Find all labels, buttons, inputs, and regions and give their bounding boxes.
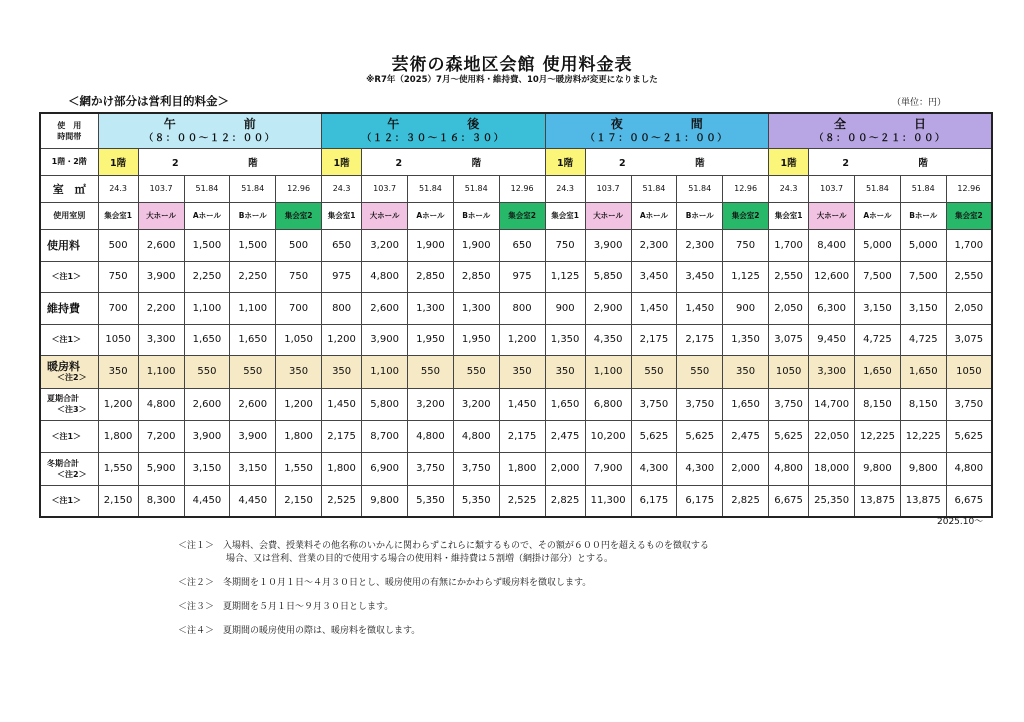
row-label-main: 暖房料	[47, 359, 80, 373]
fee-cell: 1,100	[230, 292, 276, 324]
fee-cell: 3,450	[677, 261, 723, 292]
row-label-main: 夏期合計	[47, 394, 79, 403]
room-cell: 集会室2	[276, 202, 322, 229]
fee-cell: 6,675	[769, 485, 809, 517]
fee-cell: 2,175	[322, 420, 362, 452]
fee-cell: 14,700	[809, 388, 855, 420]
fee-cell: 4,800	[362, 261, 408, 292]
floor-1-cell: 1階	[322, 148, 362, 175]
fee-cell: 350	[276, 355, 322, 388]
room-cell: Aホール	[631, 202, 677, 229]
fee-cell: 1,100	[362, 355, 408, 388]
fee-cell: 1,900	[453, 229, 499, 261]
fee-cell: 350	[723, 355, 769, 388]
fee-cell: 4,725	[855, 324, 901, 355]
fee-cell: 2,475	[723, 420, 769, 452]
fee-cell: 8,300	[138, 485, 184, 517]
area-cell: 12.96	[723, 175, 769, 202]
room-cell: 集会室2	[723, 202, 769, 229]
fee-cell: 650	[322, 229, 362, 261]
fee-cell: 750	[276, 261, 322, 292]
fee-cell: 2,175	[499, 420, 545, 452]
fee-cell: 3,900	[138, 261, 184, 292]
fee-cell: 975	[499, 261, 545, 292]
area-cell: 103.7	[138, 175, 184, 202]
fee-cell: 1,125	[545, 261, 585, 292]
fee-cell: 22,050	[809, 420, 855, 452]
period-name: 全 日	[834, 116, 955, 131]
fee-cell: 1,450	[677, 292, 723, 324]
room-cell: 集会室1	[769, 202, 809, 229]
fee-cell: 3,900	[184, 420, 230, 452]
shaded-note: ＜網かけ部分は営利目的料金＞	[68, 94, 229, 108]
table-row	[40, 388, 992, 420]
fee-cell: 4,725	[900, 324, 946, 355]
fee-cell: 6,675	[946, 485, 992, 517]
fee-cell: 12,225	[855, 420, 901, 452]
fee-cell: 550	[184, 355, 230, 388]
fee-cell: 4,800	[453, 420, 499, 452]
fee-cell: 3,075	[946, 324, 992, 355]
fee-cell: 8,150	[900, 388, 946, 420]
room-cell: 大ホール	[809, 202, 855, 229]
floor-2-cell: 2 階	[138, 148, 321, 175]
fee-cell: 350	[499, 355, 545, 388]
fee-cell: 2,550	[946, 261, 992, 292]
table-row	[40, 229, 992, 261]
fee-cell: 900	[723, 292, 769, 324]
row-label	[40, 229, 98, 261]
room-cell: 大ホール	[362, 202, 408, 229]
floor-1-cell: 1階	[769, 148, 809, 175]
fee-cell: 1,100	[138, 355, 184, 388]
room-cell: Bホール	[900, 202, 946, 229]
fee-cell: 500	[276, 229, 322, 261]
floor-2-cell: 2 階	[809, 148, 992, 175]
fee-cell: 7,500	[855, 261, 901, 292]
fee-cell: 900	[545, 292, 585, 324]
fee-cell: 9,450	[809, 324, 855, 355]
time-slot-label	[40, 113, 98, 148]
fee-cell: 4,800	[408, 420, 454, 452]
fee-cell: 800	[499, 292, 545, 324]
area-cell: 103.7	[585, 175, 631, 202]
page-title: 芸術の森地区会館 使用料金表	[391, 55, 633, 75]
fee-cell: 500	[98, 229, 138, 261]
fee-cell: 5,625	[677, 420, 723, 452]
area-cell: 12.96	[946, 175, 992, 202]
fee-cell: 3,750	[677, 388, 723, 420]
effective-date: 2025.10～	[937, 517, 984, 527]
time-slot-label-line: 時間帯	[57, 131, 82, 141]
fee-cell: 9,800	[362, 485, 408, 517]
fee-cell: 1050	[769, 355, 809, 388]
fee-cell: 3,150	[855, 292, 901, 324]
row-label-main: 使用料	[47, 239, 80, 252]
fee-cell: 12,600	[809, 261, 855, 292]
fee-cell: 1,800	[98, 420, 138, 452]
area-cell: 103.7	[809, 175, 855, 202]
area-cell: 24.3	[322, 175, 362, 202]
fee-cell: 2,150	[276, 485, 322, 517]
room-cell: Bホール	[677, 202, 723, 229]
fee-cell: 3,750	[769, 388, 809, 420]
fee-cell: 550	[631, 355, 677, 388]
room-cell: 大ホール	[585, 202, 631, 229]
fee-cell: 4,300	[677, 452, 723, 485]
fee-cell: 2,850	[408, 261, 454, 292]
fee-cell: 6,175	[677, 485, 723, 517]
fee-cell: 4,450	[184, 485, 230, 517]
fee-cell: 1,350	[545, 324, 585, 355]
fee-cell: 5,000	[900, 229, 946, 261]
fee-cell: 1,700	[769, 229, 809, 261]
row-label	[40, 292, 98, 324]
fee-cell: 2,900	[585, 292, 631, 324]
fee-cell: 1,100	[585, 355, 631, 388]
fee-cell: 750	[723, 229, 769, 261]
note-continuation: 場合、又は営利、営業の目的で使用する場合の使用料・維持費は５割増（網掛け部分）とする。	[226, 554, 614, 564]
fee-cell: 3,150	[230, 452, 276, 485]
fee-cell: 1,300	[408, 292, 454, 324]
fee-cell: 2,000	[545, 452, 585, 485]
fee-cell: 8,150	[855, 388, 901, 420]
fee-cell: 1,300	[453, 292, 499, 324]
fee-cell: 9,800	[900, 452, 946, 485]
table-row	[40, 452, 992, 485]
fee-cell: 5,625	[769, 420, 809, 452]
fee-cell: 1,650	[723, 388, 769, 420]
area-cell: 24.3	[769, 175, 809, 202]
fee-cell: 1,650	[855, 355, 901, 388]
room-cell: 集会室2	[499, 202, 545, 229]
fee-cell: 2,200	[138, 292, 184, 324]
fee-cell: 3,900	[585, 229, 631, 261]
fee-cell: 3,750	[453, 452, 499, 485]
row-label-note: ＜注2＞	[57, 469, 87, 479]
fee-cell: 2,175	[677, 324, 723, 355]
fee-cell: 1050	[946, 355, 992, 388]
fee-cell: 3,300	[809, 355, 855, 388]
fee-cell: 1,800	[322, 452, 362, 485]
table-row	[40, 292, 992, 324]
fee-cell: 2,000	[723, 452, 769, 485]
fee-cell: 2,600	[184, 388, 230, 420]
table-row	[40, 485, 992, 517]
fee-cell: 2,825	[723, 485, 769, 517]
fee-cell: 1,200	[276, 388, 322, 420]
room-cell: Aホール	[184, 202, 230, 229]
fee-cell: 2,250	[230, 261, 276, 292]
fee-cell: 550	[677, 355, 723, 388]
area-cell: 12.96	[276, 175, 322, 202]
area-cell: 51.84	[855, 175, 901, 202]
period-time: （８：００～２１：００）	[814, 132, 947, 144]
fee-cell: 3,200	[453, 388, 499, 420]
fee-cell: 1,550	[276, 452, 322, 485]
fee-cell: 1,550	[98, 452, 138, 485]
fee-cell: 7,200	[138, 420, 184, 452]
fee-cell: 2,050	[946, 292, 992, 324]
table-row	[40, 261, 992, 292]
fee-cell: 2,300	[677, 229, 723, 261]
table-row	[40, 420, 992, 452]
note-3	[178, 601, 709, 614]
area-cell: 24.3	[545, 175, 585, 202]
fee-cell: 1,050	[276, 324, 322, 355]
area-cell: 51.84	[631, 175, 677, 202]
row-label-main: ＜注1＞	[51, 431, 82, 441]
fee-cell: 1,650	[900, 355, 946, 388]
period-header-night	[545, 113, 769, 148]
row-label	[40, 324, 98, 355]
note-text: ＜注３＞ 夏期間を５月１日～９月３０日とします。	[178, 602, 394, 612]
fee-cell: 18,000	[809, 452, 855, 485]
fee-cell: 2,600	[230, 388, 276, 420]
row-label	[40, 420, 98, 452]
floor-1-cell: 1階	[545, 148, 585, 175]
fee-cell: 3,750	[408, 452, 454, 485]
fee-cell: 6,900	[362, 452, 408, 485]
area-cell: 103.7	[362, 175, 408, 202]
fee-cell: 1,700	[946, 229, 992, 261]
period-time: （１２：３０～１６：３０）	[361, 132, 505, 144]
fee-cell: 1,650	[184, 324, 230, 355]
fee-cell: 8,700	[362, 420, 408, 452]
fee-cell: 1050	[98, 324, 138, 355]
room-cell: 大ホール	[138, 202, 184, 229]
fee-cell: 7,900	[585, 452, 631, 485]
period-time: （８：００～１２：００）	[143, 132, 276, 144]
fee-cell: 700	[98, 292, 138, 324]
fee-cell: 1,500	[184, 229, 230, 261]
fee-cell: 1,650	[230, 324, 276, 355]
area-cell: 51.84	[230, 175, 276, 202]
row-label-note: ＜注2＞	[57, 372, 87, 382]
floor-2-cell: 2 階	[362, 148, 545, 175]
fee-cell: 2,600	[138, 229, 184, 261]
fee-cell: 3,200	[362, 229, 408, 261]
fee-cell: 1,100	[184, 292, 230, 324]
fee-cell: 1,450	[322, 388, 362, 420]
fee-cell: 6,300	[809, 292, 855, 324]
table-row	[40, 355, 992, 388]
fee-cell: 5,625	[631, 420, 677, 452]
fee-cell: 350	[322, 355, 362, 388]
fee-cell: 3,750	[946, 388, 992, 420]
period-header-allday	[769, 113, 993, 148]
fee-cell: 3,900	[362, 324, 408, 355]
period-time: （１７：００～２１：００）	[585, 132, 729, 144]
fee-cell: 1,350	[723, 324, 769, 355]
fee-cell: 2,175	[631, 324, 677, 355]
fee-cell: 3,750	[631, 388, 677, 420]
fee-cell: 650	[499, 229, 545, 261]
area-cell: 24.3	[98, 175, 138, 202]
period-name: 夜 間	[610, 116, 731, 131]
fee-cell: 1,125	[723, 261, 769, 292]
fee-cell: 3,450	[631, 261, 677, 292]
row-label-note: ＜注3＞	[57, 405, 87, 414]
fee-cell: 13,875	[855, 485, 901, 517]
fee-cell: 9,800	[855, 452, 901, 485]
area-cell: 51.84	[453, 175, 499, 202]
fee-cell: 2,150	[98, 485, 138, 517]
notes-section	[178, 540, 709, 649]
fee-cell: 2,600	[362, 292, 408, 324]
fee-cell: 4,450	[230, 485, 276, 517]
fee-cell: 5,850	[585, 261, 631, 292]
fee-cell: 5,350	[453, 485, 499, 517]
fee-cell: 800	[322, 292, 362, 324]
fee-cell: 1,650	[545, 388, 585, 420]
period-name: 午 後	[387, 116, 508, 131]
area-cell: 12.96	[499, 175, 545, 202]
fee-cell: 6,800	[585, 388, 631, 420]
fee-cell: 750	[98, 261, 138, 292]
row-label	[40, 452, 98, 485]
fee-cell: 5,350	[408, 485, 454, 517]
fee-cell: 13,875	[900, 485, 946, 517]
fee-cell: 5,625	[946, 420, 992, 452]
fee-cell: 1,450	[631, 292, 677, 324]
fee-table	[39, 112, 993, 518]
fee-cell: 5,800	[362, 388, 408, 420]
floor-label: 1階・2階	[40, 148, 98, 175]
fee-cell: 550	[453, 355, 499, 388]
fee-cell: 3,900	[230, 420, 276, 452]
period-name: 午 前	[163, 116, 284, 131]
fee-cell: 2,850	[453, 261, 499, 292]
time-slot-label-line: 使 用	[57, 120, 82, 130]
fee-cell: 550	[408, 355, 454, 388]
note-text: ＜注４＞ 夏期間の暖房使用の際は、暖房料を徴収します。	[178, 626, 421, 636]
fee-cell: 3,150	[900, 292, 946, 324]
room-cell: 集会室1	[322, 202, 362, 229]
fee-cell: 3,075	[769, 324, 809, 355]
fee-cell: 1,200	[98, 388, 138, 420]
row-label-main: 維持費	[47, 302, 80, 315]
fee-cell: 1,200	[322, 324, 362, 355]
fee-cell: 3,200	[408, 388, 454, 420]
fee-cell: 700	[276, 292, 322, 324]
fee-cell: 1,900	[408, 229, 454, 261]
area-cell: 51.84	[184, 175, 230, 202]
fee-cell: 6,175	[631, 485, 677, 517]
fee-cell: 2,050	[769, 292, 809, 324]
room-cell: Bホール	[453, 202, 499, 229]
fee-cell: 1,950	[408, 324, 454, 355]
page-subtitle: ※R7年（2025）7月～使用料・維持費、10月～暖房料が変更になりました	[366, 75, 658, 85]
fee-cell: 2,525	[499, 485, 545, 517]
fee-cell: 25,350	[809, 485, 855, 517]
fee-cell: 4,800	[769, 452, 809, 485]
fee-cell: 1,500	[230, 229, 276, 261]
note-4	[178, 625, 709, 638]
fee-cell: 4,800	[946, 452, 992, 485]
row-label-main: ＜注1＞	[51, 272, 82, 281]
row-label	[40, 388, 98, 420]
fee-cell: 4,300	[631, 452, 677, 485]
area-cell: 51.84	[677, 175, 723, 202]
fee-cell: 1,200	[499, 324, 545, 355]
room-cell: 集会室1	[545, 202, 585, 229]
row-label-main: 冬期合計	[47, 458, 79, 468]
fee-cell: 2,825	[545, 485, 585, 517]
period-header-am	[98, 113, 322, 148]
fee-cell: 1,450	[499, 388, 545, 420]
room-cell: Aホール	[408, 202, 454, 229]
area-label: 室 ㎡	[40, 175, 98, 202]
note-1	[178, 540, 709, 566]
fee-cell: 5,000	[855, 229, 901, 261]
room-cell: Bホール	[230, 202, 276, 229]
area-cell: 51.84	[900, 175, 946, 202]
fee-cell: 2,525	[322, 485, 362, 517]
fee-cell: 1,800	[499, 452, 545, 485]
room-cell: Aホール	[855, 202, 901, 229]
room-cell: 集会室1	[98, 202, 138, 229]
fee-cell: 1,950	[453, 324, 499, 355]
fee-cell: 350	[545, 355, 585, 388]
row-label	[40, 485, 98, 517]
fee-cell: 3,150	[184, 452, 230, 485]
area-cell: 51.84	[408, 175, 454, 202]
floor-2-cell: 2 階	[585, 148, 768, 175]
note-text: ＜注１＞ 入場料、会費、授業料その他名称のいかんに関わらずこれらに類するもので、その額が６００円を超えるものを徴収する	[178, 541, 709, 551]
floor-1-cell: 1階	[98, 148, 138, 175]
fee-cell: 2,550	[769, 261, 809, 292]
fee-cell: 550	[230, 355, 276, 388]
fee-cell: 7,500	[900, 261, 946, 292]
fee-cell: 350	[98, 355, 138, 388]
fee-cell: 3,300	[138, 324, 184, 355]
fee-cell: 1,800	[276, 420, 322, 452]
note-2	[178, 577, 709, 590]
note-text: ＜注２＞ 冬期間を１０月１日～４月３０日とし、暖房使用の有無にかかわらず暖房料を徴収します。	[178, 578, 592, 588]
fee-cell: 2,475	[545, 420, 585, 452]
row-label-main: ＜注1＞	[51, 335, 82, 344]
fee-cell: 4,800	[138, 388, 184, 420]
fee-cell: 4,350	[585, 324, 631, 355]
fee-cell: 10,200	[585, 420, 631, 452]
row-label-main: ＜注1＞	[51, 496, 82, 506]
fee-cell: 2,250	[184, 261, 230, 292]
room-cell: 集会室2	[946, 202, 992, 229]
fee-cell: 5,900	[138, 452, 184, 485]
row-label	[40, 261, 98, 292]
fee-cell: 8,400	[809, 229, 855, 261]
fee-cell: 750	[545, 229, 585, 261]
period-header-pm	[322, 113, 546, 148]
fee-cell: 11,300	[585, 485, 631, 517]
unit-label: （単位：円）	[892, 98, 947, 108]
room-label: 使用室別	[40, 202, 98, 229]
fee-cell: 12,225	[900, 420, 946, 452]
row-label	[40, 355, 98, 388]
fee-cell: 975	[322, 261, 362, 292]
fee-cell: 2,300	[631, 229, 677, 261]
table-row	[40, 324, 992, 355]
